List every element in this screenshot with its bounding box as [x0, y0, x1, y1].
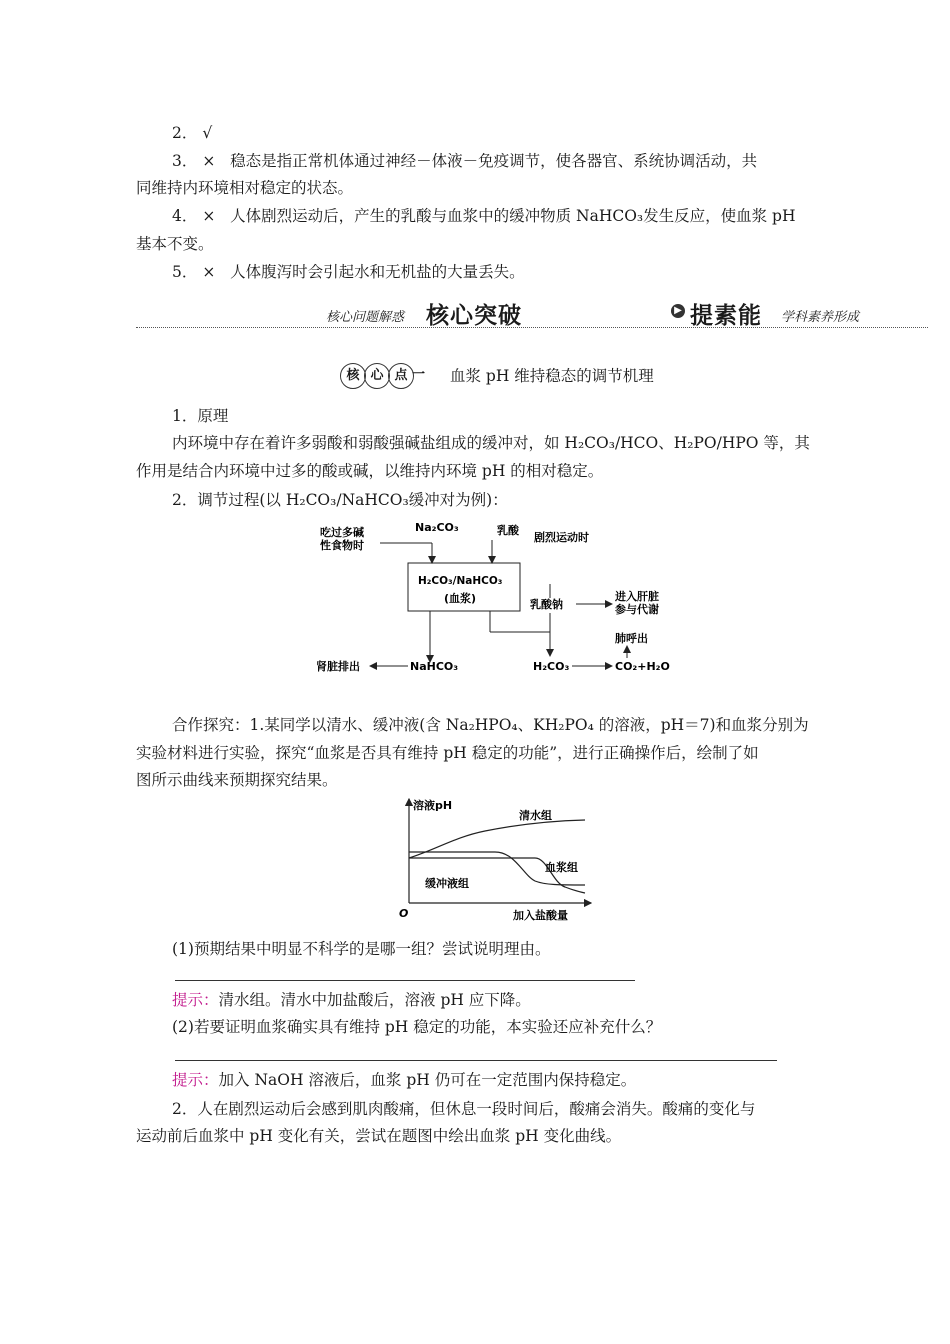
- hint-text: 加入 NaOH 溶液后，血浆 pH 仍可在一定范围内保持稳定。: [218, 1071, 637, 1089]
- answer-number: 3．: [172, 152, 198, 170]
- answer-2: [172, 123, 212, 143]
- cross-mark: ×: [202, 263, 216, 281]
- y-axis-label: 溶液pH: [413, 799, 453, 812]
- answer-4: [172, 206, 796, 226]
- keypoint-title: 血浆 pH 维持稳态的调节机理: [450, 367, 654, 385]
- answer-blank-2[interactable]: [175, 1060, 777, 1061]
- banner-left-caption: 核心问题解惑: [326, 310, 405, 325]
- exercise-label: 剧烈运动时: [534, 531, 589, 544]
- keypoint-char: 核: [340, 363, 366, 389]
- answer-number: 2．: [172, 124, 198, 142]
- section-banner: [136, 296, 928, 332]
- liver-label-1: 进入肝脏: [615, 590, 659, 603]
- ph-chart: [395, 795, 595, 925]
- buffer-pair-label: H₂CO₃/NaHCO₃: [418, 575, 503, 587]
- lactic-acid-label: 乳酸: [497, 524, 519, 537]
- question-2: (2)若要证明血浆确实具有维持 pH 稳定的功能，本实验还应补充什么？: [172, 1018, 662, 1036]
- co2-water-label: CO₂+H₂O: [615, 660, 670, 673]
- keypoint-char: 心: [364, 363, 390, 389]
- legend-plasma: 血浆组: [545, 861, 578, 874]
- nahco3-label: NaHCO₃: [410, 660, 459, 673]
- question-3-line2: 运动前后血浆中 pH 变化有关，尝试在题图中绘出血浆 pH 变化曲线。: [136, 1127, 622, 1145]
- h2co3-label: H₂CO₃: [533, 660, 570, 673]
- coop-line2: 实验材料进行实验，探究“血浆是否具有维持 pH 稳定的功能”，进行正确操作后，绘制了如: [136, 744, 759, 762]
- hint-text: 清水组。清水中加盐酸后，溶液 pH 应下降。: [218, 991, 531, 1009]
- food-label-2: 性食物时: [320, 539, 364, 552]
- hint-1: [172, 990, 531, 1010]
- banner-title-1: 核心突破: [426, 303, 522, 329]
- legend-water: 清水组: [519, 809, 552, 822]
- arrow-right-icon: ▶: [671, 304, 685, 318]
- x-axis-label: 加入盐酸量: [513, 909, 568, 922]
- answer-text: 人体腹泻时会引起水和无机盐的大量丢失。: [230, 263, 525, 281]
- answer-4-cont: 基本不变。: [136, 235, 214, 253]
- plasma-label: (血浆): [444, 592, 477, 605]
- cross-mark: ×: [202, 207, 216, 225]
- answer-5: [172, 262, 525, 282]
- check-mark: √: [202, 124, 213, 142]
- question-3-line1: 2．人在剧烈运动后会感到肌肉酸痛，但休息一段时间后，酸痛会消失。酸痛的变化与: [172, 1100, 756, 1118]
- question-1: (1)预期结果中明显不科学的是哪一组？尝试说明理由。: [172, 940, 551, 958]
- keypoint-char: 一: [412, 367, 426, 382]
- keypoint-char: 点: [388, 363, 414, 389]
- answer-3-cont: 同维持内环境相对稳定的状态。: [136, 179, 354, 197]
- answer-number: 5．: [172, 263, 198, 281]
- section1-line1: 内环境中存在着许多弱酸和弱酸强碱盐组成的缓冲对，如 H₂CO₃/HCO、H₂PO/HPO 等，其: [172, 434, 810, 452]
- section2-heading: 2．调节过程(以 H₂CO₃/NaHCO₃缓冲对为例)：: [172, 491, 508, 509]
- sodium-lactate-label: 乳酸钠: [530, 598, 563, 611]
- banner-divider: [136, 327, 928, 328]
- section1-heading: 1．原理: [172, 407, 229, 425]
- hint-2: [172, 1070, 636, 1090]
- cross-mark: ×: [202, 152, 216, 170]
- hint-label: 提示：: [172, 991, 219, 1009]
- kidney-label: 肾脏排出: [316, 660, 360, 673]
- answer-text: 人体剧烈运动后，产生的乳酸与血浆中的缓冲物质 NaHCO₃发生反应，使血浆 pH: [230, 207, 796, 225]
- banner-title-2: 提素能: [690, 303, 762, 329]
- legend-buffer: 缓冲液组: [425, 877, 469, 890]
- hint-label: 提示：: [172, 1071, 219, 1089]
- coop-line1: 合作探究：1.某同学以清水、缓冲液(含 Na₂HPO₄、KH₂PO₄ 的溶液，pH＝7)和血浆分别为: [172, 716, 809, 734]
- answer-text: 稳态是指正常机体通过神经－体液－免疫调节，使各器官、系统协调活动，共: [230, 152, 758, 170]
- origin-label: O: [399, 907, 409, 920]
- banner-right-caption: 学科素养形成: [781, 310, 860, 325]
- na2co3-label: Na₂CO₃: [415, 521, 459, 534]
- section1-line2: 作用是结合内环境中过多的酸或碱，以维持内环境 pH 的相对稳定。: [136, 462, 604, 480]
- answer-blank-1[interactable]: [175, 980, 635, 981]
- answer-number: 4．: [172, 207, 198, 225]
- food-label-1: 吃过多碱: [320, 526, 364, 539]
- coop-line3: 图所示曲线来预期探究结果。: [136, 771, 338, 789]
- regulation-diagram: [300, 518, 680, 678]
- liver-label-2: 参与代谢: [615, 603, 659, 616]
- answer-3: [172, 151, 757, 171]
- lung-label: 肺呼出: [615, 632, 648, 645]
